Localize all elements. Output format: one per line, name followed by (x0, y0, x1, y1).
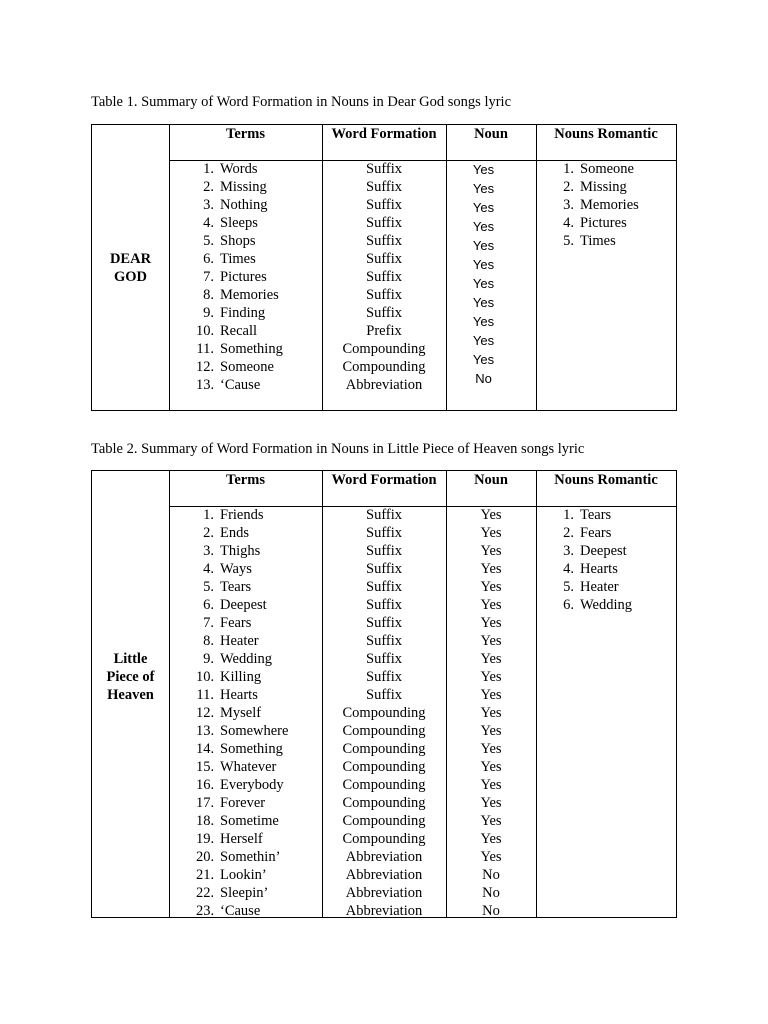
formation-cell: Suffix (366, 615, 402, 631)
table1-header-terms: Terms (226, 126, 265, 142)
term-item-text: Fears (220, 615, 252, 631)
term-item-text: Myself (220, 705, 262, 721)
term-item (196, 578, 322, 596)
term-item-text: Something (220, 341, 283, 357)
noun-cell: Yes (472, 352, 495, 367)
romantic-item-text: Fears (580, 525, 612, 541)
romantic-item-text: Heater (580, 579, 619, 595)
romantic-item-number: 1. (563, 161, 574, 177)
romantic-item-number: 3. (563, 543, 574, 559)
term-item-text: Words (220, 161, 258, 177)
term-item-text: Deepest (220, 597, 267, 613)
romantic-item (562, 542, 676, 560)
noun-cell: Yes (480, 777, 502, 793)
term-item-number: 6. (203, 251, 214, 267)
term-item-number: 1. (203, 507, 214, 523)
noun-cell: Yes (480, 579, 502, 595)
term-item-number: 1. (203, 161, 214, 177)
formation-cell: Suffix (366, 287, 402, 303)
term-item-text: ‘Cause (220, 377, 261, 393)
formation-cell: Suffix (366, 525, 402, 541)
term-item-number: 3. (203, 543, 214, 559)
noun-cell: Yes (480, 687, 502, 703)
term-item-text: Times (220, 251, 256, 267)
romantic-item-text: Wedding (580, 597, 632, 613)
noun-cell: Yes (480, 813, 502, 829)
term-item-number: 10. (196, 669, 215, 685)
term-item (196, 286, 322, 304)
table2-divider (536, 471, 537, 917)
term-item-text: Shops (220, 233, 256, 249)
table1-header-romantic: Nouns Romantic (554, 126, 658, 142)
noun-cell: Yes (480, 633, 502, 649)
noun-cell: Yes (480, 849, 502, 865)
noun-cell: Yes (480, 651, 502, 667)
formation-cell: Suffix (366, 305, 402, 321)
noun-cell: Yes (472, 314, 495, 329)
term-item (196, 560, 322, 578)
table1-song-title: DEAR GOD (109, 251, 152, 285)
term-item-number: 18. (196, 813, 215, 829)
term-item (196, 794, 322, 812)
term-item-text: Lookin’ (220, 867, 267, 883)
table2-divider (169, 471, 170, 917)
formation-cell: Suffix (366, 179, 402, 195)
term-item (196, 740, 322, 758)
term-item-text: Missing (220, 179, 267, 195)
romantic-item (562, 232, 676, 250)
term-item-text: Wedding (220, 651, 272, 667)
term-item (196, 250, 322, 268)
term-item-text: Someone (220, 359, 274, 375)
term-item (196, 506, 322, 524)
table1 (91, 124, 677, 411)
term-item-text: Recall (220, 323, 258, 339)
table1-noun-list (446, 161, 521, 408)
term-item-text: Sleeps (220, 215, 258, 231)
noun-cell: Yes (472, 333, 495, 348)
term-item-number: 19. (196, 831, 215, 847)
romantic-item-number: 6. (563, 597, 574, 613)
noun-cell: No (482, 867, 500, 883)
romantic-item-number: 3. (563, 197, 574, 213)
term-item-number: 7. (203, 615, 214, 631)
term-item (196, 776, 322, 794)
term-item-text: Killing (220, 669, 262, 685)
table2-noun-list (446, 506, 536, 920)
formation-cell: Suffix (366, 507, 402, 523)
noun-cell: Yes (480, 525, 502, 541)
term-item-number: 23. (196, 903, 215, 919)
term-item-text: Whatever (220, 759, 277, 775)
term-item-text: Something (220, 741, 283, 757)
term-item-text: Thighs (220, 543, 261, 559)
term-item-text: Forever (220, 795, 266, 811)
term-item (196, 722, 322, 740)
term-item-number: 20. (196, 849, 215, 865)
noun-cell: Yes (472, 238, 495, 253)
term-item (196, 884, 322, 902)
term-item-number: 14. (196, 741, 215, 757)
term-item-number: 8. (203, 633, 214, 649)
term-item-number: 22. (196, 885, 215, 901)
table1-romantic-list (562, 160, 676, 250)
term-item (196, 524, 322, 542)
romantic-item-text: Someone (580, 161, 634, 177)
romantic-item-number: 4. (563, 215, 574, 231)
table2 (91, 470, 677, 918)
noun-cell: Yes (472, 276, 495, 291)
term-item-number: 11. (196, 341, 214, 357)
romantic-item-text: Missing (580, 179, 627, 195)
term-item (196, 632, 322, 650)
term-item-number: 9. (203, 651, 214, 667)
formation-cell: Suffix (366, 579, 402, 595)
term-item-number: 5. (203, 579, 214, 595)
term-item-number: 12. (196, 359, 215, 375)
noun-cell: Yes (480, 597, 502, 613)
formation-cell: Compounding (342, 359, 426, 375)
term-item (196, 668, 322, 686)
formation-cell: Compounding (342, 741, 426, 757)
term-item (196, 196, 322, 214)
term-item-number: 15. (196, 759, 215, 775)
noun-cell: No (482, 885, 500, 901)
term-item-number: 7. (203, 269, 214, 285)
romantic-item (562, 214, 676, 232)
term-item (196, 650, 322, 668)
term-item (196, 214, 322, 232)
noun-cell: Yes (472, 181, 495, 196)
term-item-text: Finding (220, 305, 266, 321)
term-item-text: Somewhere (220, 723, 289, 739)
term-item-text: Somethin’ (220, 849, 281, 865)
term-item-text: Sleepin’ (220, 885, 269, 901)
formation-cell: Suffix (366, 215, 402, 231)
romantic-item (562, 560, 676, 578)
term-item (196, 542, 322, 560)
formation-cell: Suffix (366, 543, 402, 559)
noun-cell: Yes (480, 561, 502, 577)
noun-cell: Yes (472, 257, 495, 272)
formation-cell: Abbreviation (345, 885, 423, 901)
term-item-number: 3. (203, 197, 214, 213)
table1-divider (536, 125, 537, 410)
table2-caption: Table 2. Summary of Word Formation in Nouns in Little Piece of Heaven songs lyric (91, 441, 585, 457)
term-item (196, 866, 322, 884)
noun-cell: Yes (472, 295, 495, 310)
romantic-item-number: 5. (563, 579, 574, 595)
term-item-number: 12. (196, 705, 215, 721)
term-item-text: Friends (220, 507, 264, 523)
noun-cell: Yes (480, 705, 502, 721)
term-item (196, 376, 322, 394)
term-item-number: 4. (203, 561, 214, 577)
term-item (196, 704, 322, 722)
romantic-item-text: Tears (580, 507, 612, 523)
formation-cell: Compounding (342, 795, 426, 811)
table2-formation-list (322, 506, 446, 920)
formation-cell: Suffix (366, 687, 402, 703)
term-item (196, 596, 322, 614)
romantic-item (562, 178, 676, 196)
noun-cell: Yes (472, 162, 495, 177)
noun-cell: Yes (480, 795, 502, 811)
term-item-text: Ways (220, 561, 252, 577)
term-item-text: Memories (220, 287, 279, 303)
romantic-item-number: 5. (563, 233, 574, 249)
term-item-number: 9. (203, 305, 214, 321)
romantic-item-number: 1. (563, 507, 574, 523)
term-item-number: 13. (196, 723, 215, 739)
table2-romantic-list (562, 506, 676, 614)
term-item-number: 8. (203, 287, 214, 303)
term-item (196, 304, 322, 322)
romantic-item (562, 524, 676, 542)
term-item-number: 21. (196, 867, 215, 883)
romantic-item-text: Pictures (580, 215, 627, 231)
noun-cell: Yes (480, 543, 502, 559)
term-item (196, 268, 322, 286)
term-item-number: 13. (196, 377, 215, 393)
table2-header-romantic: Nouns Romantic (554, 472, 658, 488)
noun-cell: No (475, 371, 492, 386)
formation-cell: Prefix (366, 323, 402, 339)
term-item-text: Tears (220, 579, 252, 595)
romantic-item-text: Deepest (580, 543, 627, 559)
noun-cell: Yes (472, 219, 495, 234)
formation-cell: Suffix (366, 597, 402, 613)
term-item (196, 160, 322, 178)
formation-cell: Abbreviation (345, 867, 423, 883)
romantic-item-number: 4. (563, 561, 574, 577)
term-item-text: Sometime (220, 813, 279, 829)
formation-cell: Suffix (366, 251, 402, 267)
romantic-item (562, 160, 676, 178)
term-item (196, 812, 322, 830)
formation-cell: Suffix (366, 651, 402, 667)
formation-cell: Suffix (366, 669, 402, 685)
term-item-text: Heater (220, 633, 259, 649)
noun-cell: Yes (480, 723, 502, 739)
formation-cell: Suffix (366, 633, 402, 649)
term-item (196, 232, 322, 250)
table2-header-terms: Terms (226, 472, 265, 488)
noun-cell: Yes (480, 741, 502, 757)
table2-header-formation: Word Formation (331, 472, 437, 488)
term-item-number: 10. (196, 323, 215, 339)
term-item-text: ‘Cause (220, 903, 261, 919)
term-item-number: 2. (203, 179, 214, 195)
noun-cell: Yes (472, 200, 495, 215)
formation-cell: Suffix (366, 197, 402, 213)
formation-cell: Compounding (342, 777, 426, 793)
formation-cell: Compounding (342, 813, 426, 829)
noun-cell (446, 389, 521, 408)
term-item (196, 614, 322, 632)
romantic-item-text: Times (580, 233, 616, 249)
formation-cell: Abbreviation (345, 377, 423, 393)
term-item-text: Hearts (220, 687, 258, 703)
term-item (196, 686, 322, 704)
term-item (196, 758, 322, 776)
formation-cell: Suffix (366, 233, 402, 249)
term-item (196, 322, 322, 340)
table1-header-formation: Word Formation (331, 126, 437, 142)
term-item-number: 4. (203, 215, 214, 231)
noun-cell: Yes (480, 669, 502, 685)
term-item (196, 358, 322, 376)
romantic-item (562, 596, 676, 614)
term-item (196, 178, 322, 196)
romantic-item-number: 2. (563, 179, 574, 195)
term-item-number: 17. (196, 795, 215, 811)
table1-formation-list (322, 160, 446, 394)
term-item (196, 830, 322, 848)
term-item-text: Nothing (220, 197, 268, 213)
term-item-text: Pictures (220, 269, 267, 285)
formation-cell: Abbreviation (345, 849, 423, 865)
noun-cell: Yes (480, 507, 502, 523)
formation-cell: Compounding (342, 341, 426, 357)
formation-cell: Compounding (342, 831, 426, 847)
table1-terms-list (196, 160, 322, 394)
table1-divider (169, 125, 170, 410)
formation-cell: Compounding (342, 705, 426, 721)
romantic-item-number: 2. (563, 525, 574, 541)
romantic-item-text: Memories (580, 197, 639, 213)
term-item-text: Herself (220, 831, 263, 847)
term-item-text: Ends (220, 525, 249, 541)
term-item-number: 5. (203, 233, 214, 249)
term-item-text: Everybody (220, 777, 284, 793)
romantic-item (562, 506, 676, 524)
noun-cell: Yes (480, 759, 502, 775)
term-item (196, 902, 322, 920)
romantic-item (562, 196, 676, 214)
term-item (196, 340, 322, 358)
term-item-number: 16. (196, 777, 215, 793)
table2-song-title: Little Piece of Heaven (106, 651, 155, 703)
formation-cell: Suffix (366, 269, 402, 285)
term-item (196, 848, 322, 866)
table1-header-noun: Noun (474, 126, 508, 142)
noun-cell: Yes (480, 831, 502, 847)
table1-caption: Table 1. Summary of Word Formation in Nouns in Dear God songs lyric (91, 94, 512, 110)
formation-cell: Suffix (366, 161, 402, 177)
term-item-number: 6. (203, 597, 214, 613)
noun-cell: No (482, 903, 500, 919)
formation-cell: Abbreviation (345, 903, 423, 919)
table2-terms-list (196, 506, 322, 920)
noun-cell: Yes (480, 615, 502, 631)
formation-cell: Suffix (366, 561, 402, 577)
formation-cell: Compounding (342, 723, 426, 739)
term-item-number: 2. (203, 525, 214, 541)
term-item-number: 11. (196, 687, 214, 703)
romantic-item (562, 578, 676, 596)
table2-header-noun: Noun (474, 472, 508, 488)
romantic-item-text: Hearts (580, 561, 618, 577)
formation-cell: Compounding (342, 759, 426, 775)
